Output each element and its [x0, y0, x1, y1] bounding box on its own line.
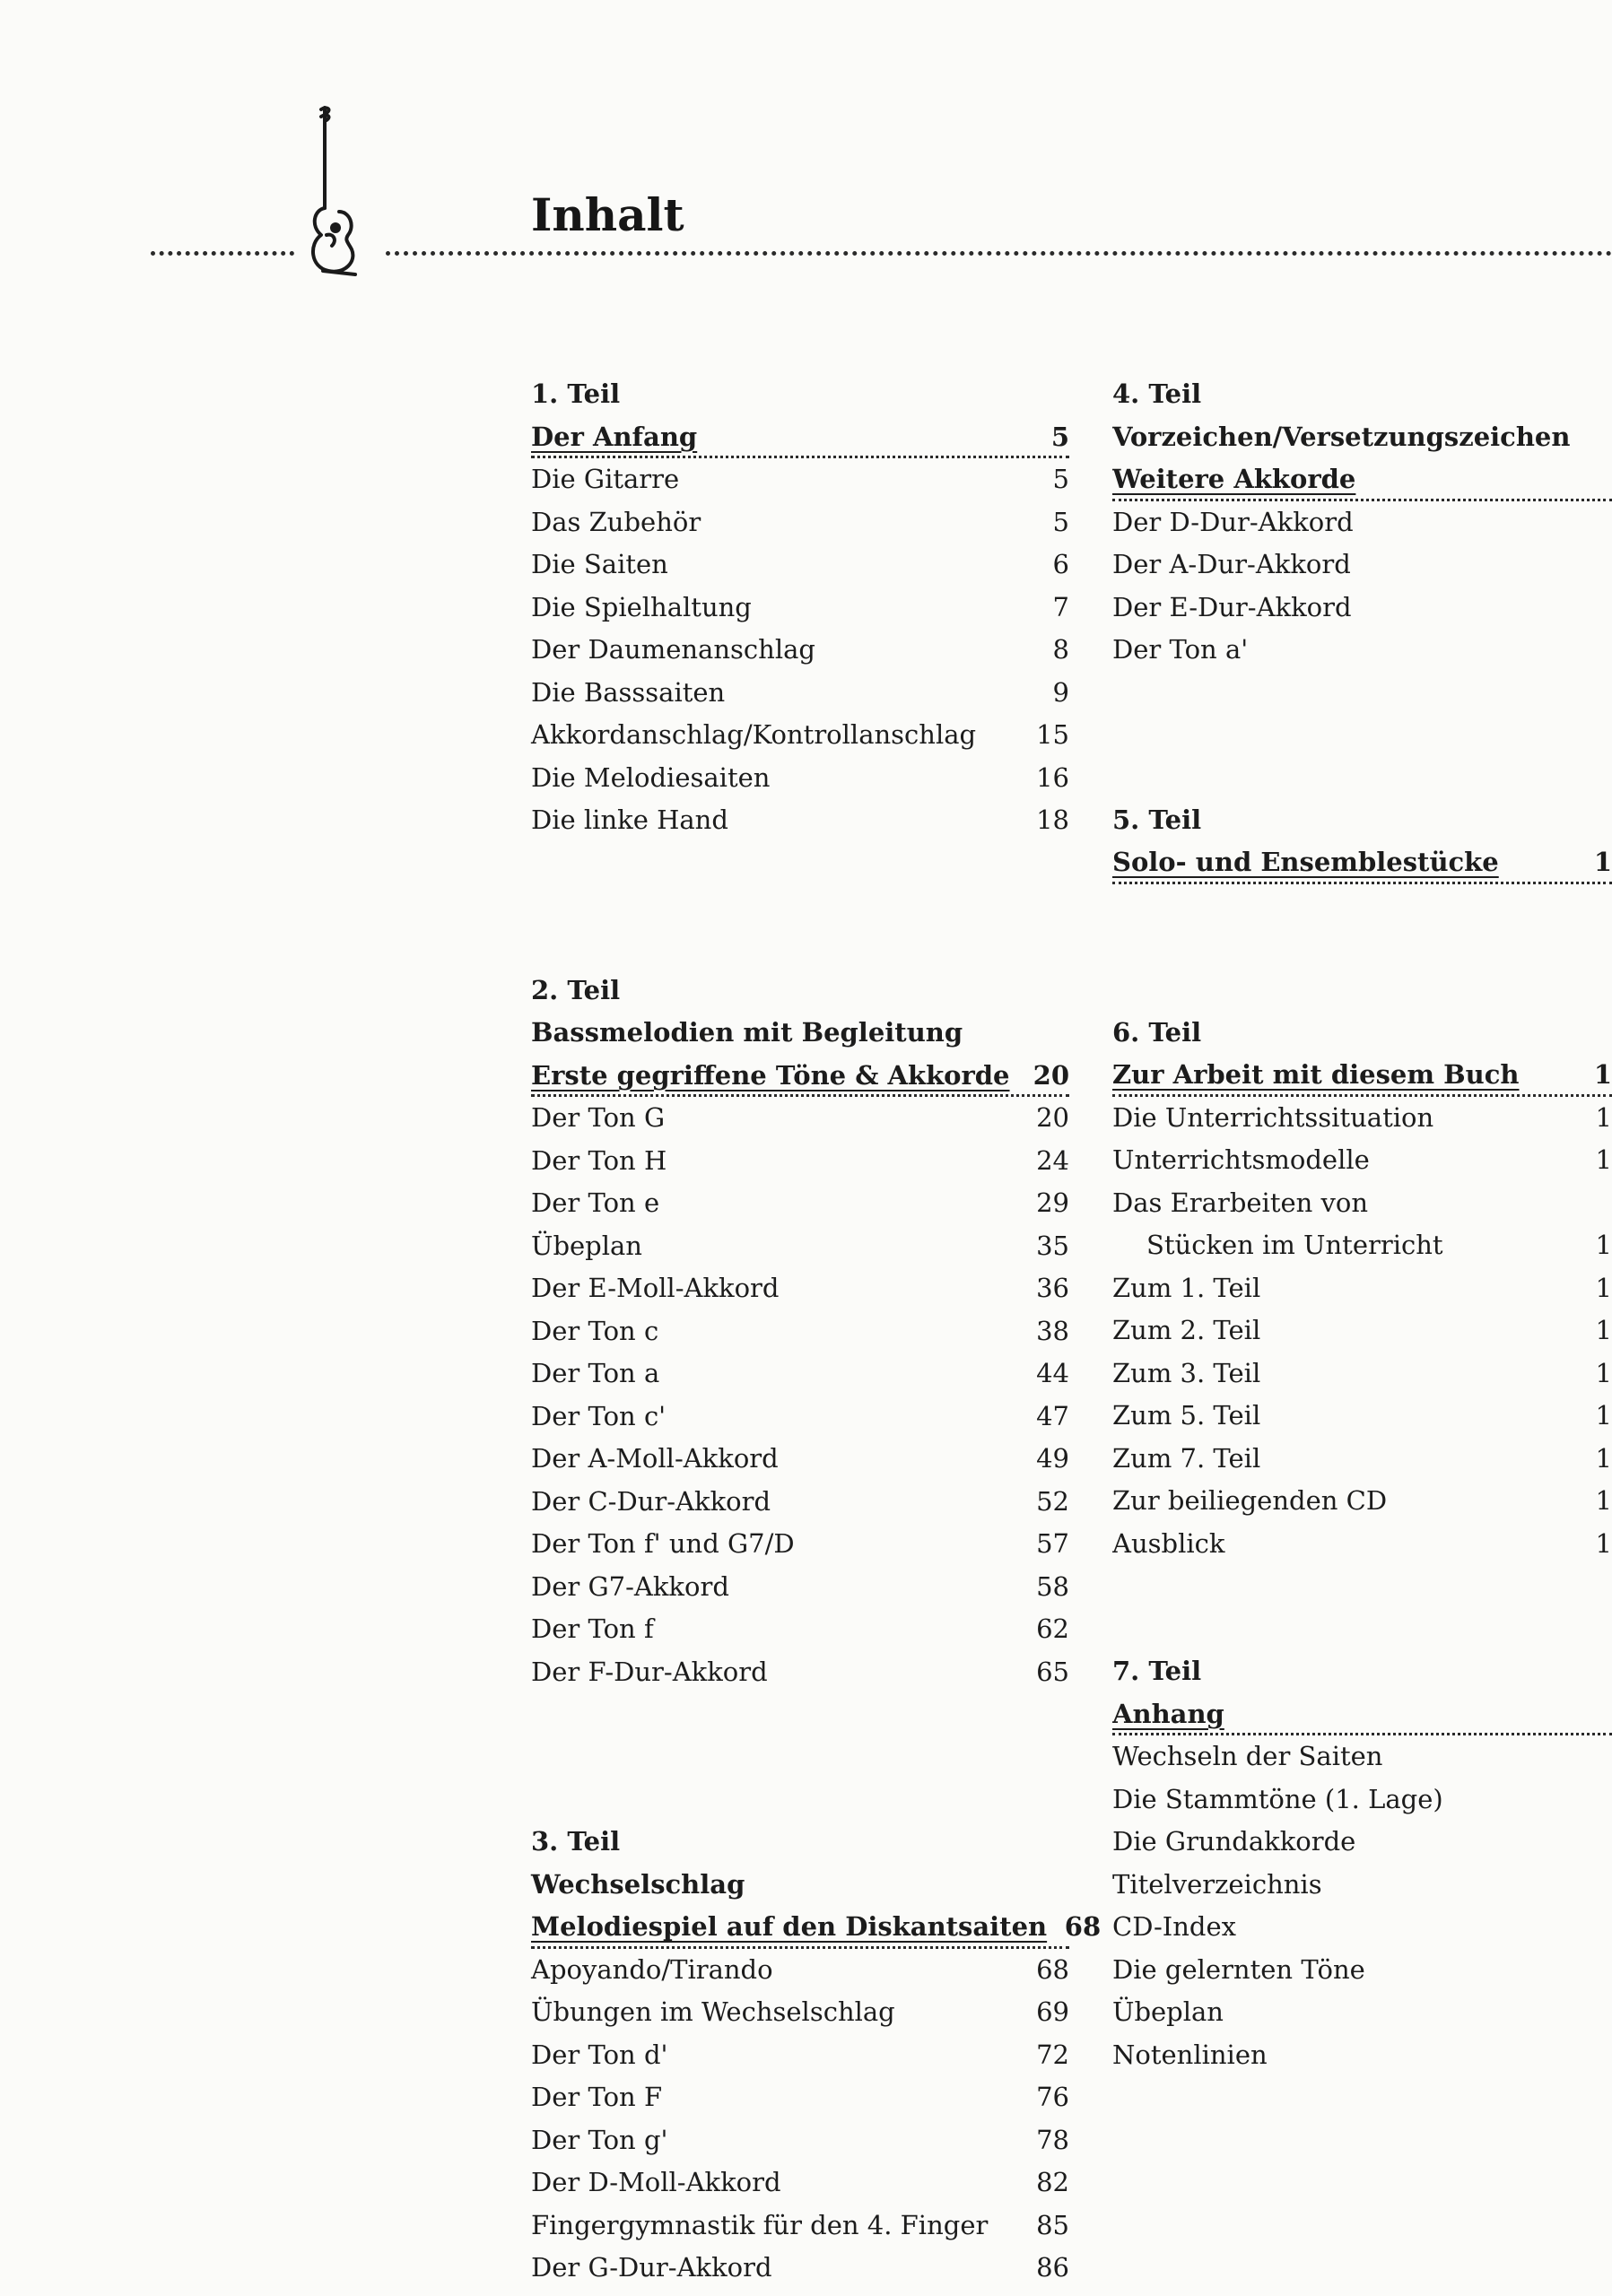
- page-number: 8: [1052, 634, 1069, 665]
- toc-entry[interactable]: Der G-Dur-Akkord 86: [531, 2247, 1069, 2290]
- page-number: 68: [1036, 1953, 1069, 1985]
- toc-entry[interactable]: Apoyando/Tirando 68: [531, 1949, 1069, 1992]
- section-subheading: Vorzeichen/Versetzungszeichen: [1112, 421, 1571, 452]
- toc-entry[interactable]: Übungen im Wechselschlag 69: [531, 1991, 1069, 2034]
- page-number: 9: [1052, 676, 1069, 708]
- section-heading: 2. Teil: [531, 974, 621, 1005]
- toc-entry[interactable]: Zum 1. Teil 1: [1112, 1267, 1612, 1310]
- page-number: 58: [1036, 1570, 1069, 1602]
- toc-entry[interactable]: Der Ton g' 78: [531, 2119, 1069, 2162]
- toc-entry[interactable]: Der C-Dur-Akkord 52: [531, 1481, 1069, 1524]
- toc-section-teil-5: [1112, 799, 1612, 884]
- toc-entry[interactable]: Der E-Dur-Akkord: [1112, 591, 1352, 622]
- toc-entry[interactable]: Stücken im Unterricht 1: [1112, 1224, 1612, 1267]
- page-number: 1: [1595, 1230, 1612, 1260]
- page-number: 49: [1036, 1443, 1069, 1474]
- toc-section-teil-3: [531, 1821, 1102, 2290]
- toc-entry[interactable]: Die Gitarre 5: [531, 458, 1069, 501]
- page-number: 1: [1595, 1485, 1612, 1516]
- page-number: 15: [1036, 719, 1069, 750]
- page-number: 57: [1036, 1528, 1069, 1559]
- chapter-entry[interactable]: Der Anfang 5: [531, 416, 1069, 459]
- page-number: 69: [1036, 1996, 1069, 2027]
- toc-entry[interactable]: Der D-Dur-Akkord: [1112, 506, 1354, 537]
- toc-entry[interactable]: Zum 5. Teil 1: [1112, 1395, 1612, 1438]
- chapter-entry[interactable]: Zur Arbeit mit diesem Buch 1: [1112, 1054, 1612, 1097]
- page-number: 1: [1595, 1315, 1612, 1345]
- toc-entry[interactable]: Übeplan: [1112, 1996, 1224, 2027]
- toc-entry[interactable]: Die Saiten 6: [531, 544, 1069, 587]
- section-heading: 6. Teil: [1112, 1016, 1202, 1048]
- toc-entry[interactable]: Akkordanschlag/Kontrollanschlag 15: [531, 714, 1069, 757]
- page-number: 29: [1036, 1187, 1069, 1218]
- page-number: 16: [1036, 761, 1069, 793]
- toc-entry[interactable]: Zum 3. Teil 1: [1112, 1352, 1612, 1396]
- toc-section-teil-6: [1112, 1012, 1612, 1566]
- toc-entry[interactable]: Der Ton a': [1112, 634, 1249, 665]
- section-heading: 3. Teil: [531, 1826, 621, 1857]
- toc-entry[interactable]: Der Ton f' und G7/D 57: [531, 1523, 1069, 1566]
- header-dotted-rule-left: [151, 251, 294, 256]
- page-number: 1: [1595, 1357, 1612, 1388]
- header-dotted-rule-right: [386, 251, 1612, 256]
- page-number: 72: [1036, 2039, 1069, 2070]
- page-number: 1: [1595, 1527, 1612, 1559]
- guitar-icon: [305, 100, 377, 289]
- page-number: 1: [1593, 1059, 1612, 1090]
- page-number: 20: [1033, 1059, 1069, 1091]
- page-number: 44: [1036, 1358, 1069, 1388]
- page-number: 1: [1595, 1101, 1612, 1133]
- page-number: 18: [1036, 804, 1069, 835]
- toc-entry[interactable]: Der G7-Akkord 58: [531, 1566, 1069, 1609]
- page-number: 76: [1036, 2082, 1069, 2112]
- toc-entry[interactable]: Unterrichtsmodelle 1: [1112, 1139, 1612, 1182]
- toc-entry[interactable]: Der Daumenanschlag 8: [531, 629, 1069, 672]
- toc-section-teil-1: [531, 373, 1069, 842]
- section-heading: 7. Teil: [1112, 1656, 1202, 1686]
- toc-entry[interactable]: Fingergymnastik für den 4. Finger 85: [531, 2205, 1069, 2248]
- toc-entry[interactable]: Wechseln der Saiten: [1112, 1741, 1383, 1771]
- toc-entry[interactable]: Die linke Hand 18: [531, 799, 1069, 842]
- toc-column-left: [531, 373, 1102, 2290]
- toc-entry[interactable]: Die Spielhaltung 7: [531, 587, 1069, 630]
- page-number: 62: [1036, 1613, 1069, 1644]
- toc-section-teil-7: [1112, 1650, 1612, 2076]
- toc-entry[interactable]: Der Ton F 76: [531, 2076, 1069, 2119]
- toc-entry[interactable]: Der Ton G 20: [531, 1097, 1069, 1140]
- toc-entry[interactable]: Der Ton f 62: [531, 1608, 1069, 1651]
- page-number: 20: [1036, 1102, 1069, 1133]
- section-heading: 5. Teil: [1112, 804, 1202, 835]
- toc-column-right: [1112, 373, 1612, 2076]
- toc-entry[interactable]: Die Melodiesaiten 16: [531, 757, 1069, 800]
- toc-entry[interactable]: Zum 2. Teil 1: [1112, 1309, 1612, 1352]
- section-heading: 1. Teil: [531, 378, 621, 409]
- toc-entry[interactable]: CD-Index: [1112, 1911, 1236, 1942]
- page-number: 1: [1595, 1400, 1612, 1431]
- page-number: 82: [1036, 2167, 1069, 2197]
- toc-entry[interactable]: Die Unterrichtssituation 1: [1112, 1097, 1612, 1140]
- chapter-entry[interactable]: Weitere Akkorde: [1112, 458, 1612, 501]
- page-number: 86: [1036, 2252, 1069, 2283]
- page-number: 24: [1036, 1144, 1069, 1176]
- toc-entry[interactable]: Titelverzeichnis: [1112, 1868, 1322, 1900]
- toc-entry[interactable]: Der A-Dur-Akkord: [1112, 549, 1351, 579]
- toc-entry[interactable]: Zur beiliegenden CD 1: [1112, 1480, 1612, 1523]
- page-number: 47: [1036, 1400, 1069, 1431]
- toc-entry[interactable]: Übeplan 35: [531, 1225, 1069, 1268]
- toc-section-teil-2: [531, 970, 1069, 1694]
- toc-entry[interactable]: Der D-Moll-Akkord 82: [531, 2161, 1069, 2205]
- toc-entry[interactable]: Die Grundakkorde: [1112, 1826, 1356, 1857]
- toc-entry[interactable]: Der E-Moll-Akkord 36: [531, 1267, 1069, 1310]
- toc-entry[interactable]: Das Erarbeiten von: [1112, 1187, 1369, 1218]
- page-number: 78: [1036, 2124, 1069, 2155]
- section-subheading: Bassmelodien mit Begleitung: [531, 1017, 963, 1048]
- page-number: 85: [1036, 2209, 1069, 2240]
- chapter-entry[interactable]: Melodiespiel auf den Diskantsaiten 68: [531, 1906, 1069, 1949]
- toc-entry[interactable]: Der F-Dur-Akkord 65: [531, 1651, 1069, 1694]
- chapter-entry[interactable]: Solo- und Ensemblestücke 1: [1112, 841, 1612, 884]
- toc-entry[interactable]: Der Ton e 29: [531, 1182, 1069, 1225]
- page-number: 38: [1036, 1315, 1069, 1346]
- toc-entry[interactable]: Die gelernten Töne: [1112, 1953, 1365, 1985]
- page-number: 5: [1052, 464, 1069, 494]
- page-number: 5: [1052, 506, 1069, 537]
- page-number: 6: [1052, 549, 1069, 579]
- page-number: 68: [1064, 1911, 1102, 1942]
- page-number: 35: [1036, 1230, 1069, 1261]
- chapter-entry[interactable]: Anhang: [1112, 1693, 1612, 1736]
- toc-entry[interactable]: Der Ton c' 47: [531, 1396, 1069, 1439]
- toc-entry[interactable]: Der Ton a 44: [531, 1352, 1069, 1396]
- page-title: Inhalt: [531, 188, 684, 241]
- page-number: 1: [1595, 1442, 1612, 1474]
- section-subheading: Wechselschlag: [531, 1868, 745, 1900]
- toc-entry[interactable]: Der Ton c 38: [531, 1310, 1069, 1353]
- toc-entry[interactable]: Der Ton H 24: [531, 1140, 1069, 1183]
- page-number: 52: [1036, 1485, 1069, 1517]
- toc-entry[interactable]: Der A-Moll-Akkord 49: [531, 1438, 1069, 1481]
- page-number: 1: [1593, 847, 1612, 877]
- page-number: 7: [1052, 591, 1069, 622]
- page-number: 1: [1595, 1144, 1612, 1175]
- page-number: 1: [1595, 1272, 1612, 1303]
- toc-entry[interactable]: Das Zubehör 5: [531, 501, 1069, 544]
- page-number: 65: [1036, 1656, 1069, 1687]
- toc-entry[interactable]: Die Stammtöne (1. Lage): [1112, 1783, 1443, 1814]
- toc-entry[interactable]: Zum 7. Teil 1: [1112, 1438, 1612, 1481]
- section-heading: 4. Teil: [1112, 378, 1202, 409]
- toc-entry[interactable]: Der Ton d' 72: [531, 2034, 1069, 2077]
- page-number: 5: [1050, 421, 1069, 452]
- toc-entry[interactable]: Die Basssaiten 9: [531, 672, 1069, 715]
- chapter-entry[interactable]: Erste gegriffene Töne & Akkorde 20: [531, 1055, 1069, 1098]
- toc-entry[interactable]: Notenlinien: [1112, 2039, 1268, 2070]
- toc-entry[interactable]: Ausblick 1: [1112, 1523, 1612, 1566]
- toc-section-teil-4: [1112, 373, 1612, 672]
- page-number: 36: [1036, 1273, 1069, 1303]
